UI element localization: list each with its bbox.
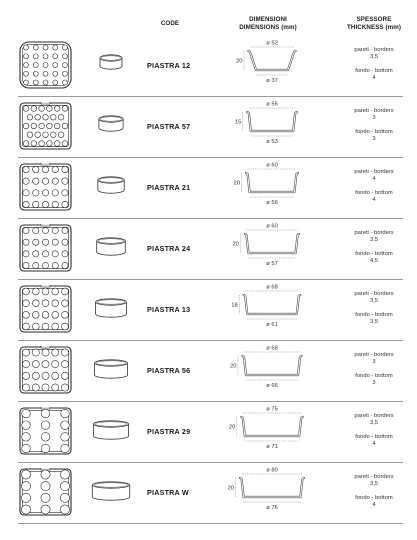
header-thickness-en: THICKNESS (mm) <box>347 23 401 31</box>
borders-label: pareti - borders <box>354 474 394 480</box>
baking-tray-icon <box>19 102 72 150</box>
bottom-value: 3,5 <box>369 318 379 325</box>
product-code: PIASTRA 13 <box>147 305 191 314</box>
product-row <box>0 463 417 524</box>
baking-tray-icon <box>19 224 72 272</box>
bottom-value: 4 <box>372 440 376 447</box>
borders-label: pareti - borders <box>354 108 394 114</box>
bottom-value: 4 <box>372 501 376 508</box>
borders-value: 3,5 <box>369 297 379 304</box>
spacer <box>334 244 414 251</box>
dimension-diagram <box>228 342 308 400</box>
header-dimensions <box>228 16 308 31</box>
bottom-label: fondo - bottom <box>355 189 393 196</box>
bottom-value: 3 <box>372 379 376 386</box>
header-dimensions-it: DIMENSIONI <box>249 16 287 23</box>
spacer <box>334 122 414 129</box>
dimension-diagram <box>228 37 308 95</box>
dimension-diagram <box>228 464 308 522</box>
bottom-label: fondo - bottom <box>355 372 393 379</box>
bottom-label: fondo - bottom <box>355 128 393 135</box>
tart-ring-icon <box>90 51 132 77</box>
dimension-diagram <box>228 159 308 217</box>
spacer <box>334 366 414 373</box>
borders-value: 3,5 <box>369 419 379 426</box>
borders-value: 3,5 <box>369 236 379 243</box>
borders-value: 3,5 <box>369 480 379 487</box>
product-code: PIASTRA 12 <box>147 61 191 70</box>
borders-value: 3,5 <box>369 53 379 60</box>
product-code: PIASTRA 24 <box>147 244 191 253</box>
bottom-diameter: ø 66 <box>266 383 278 389</box>
dimension-diagram <box>228 98 308 156</box>
top-diameter: ø 68 <box>266 345 278 352</box>
product-code: PIASTRA 56 <box>147 366 191 375</box>
bottom-value: 4,5 <box>369 257 379 264</box>
bottom-label: fondo - bottom <box>355 250 393 257</box>
header-code: CODE <box>160 20 180 27</box>
thickness-cell <box>334 47 414 82</box>
baking-tray-icon <box>19 407 72 455</box>
top-diameter: ø 75 <box>266 406 278 413</box>
spacer <box>334 427 414 434</box>
borders-label: pareti - borders <box>354 291 394 297</box>
top-diameter: ø 68 <box>266 284 278 291</box>
height-value: 20 <box>233 180 241 187</box>
bottom-value: 4 <box>372 196 376 203</box>
thickness-cell <box>334 108 414 143</box>
tart-ring-icon <box>90 478 132 504</box>
product-row <box>0 219 417 280</box>
borders-value: 3 <box>372 114 376 121</box>
tart-ring-icon <box>90 234 132 260</box>
height-value: 20 <box>230 363 237 370</box>
spacer <box>334 305 414 312</box>
bottom-diameter: ø 37 <box>266 78 278 84</box>
thickness-cell <box>334 291 414 326</box>
spacer <box>334 183 414 190</box>
borders-label: pareti - borders <box>354 169 394 175</box>
borders-value: 3 <box>372 358 376 365</box>
baking-tray-icon <box>19 163 72 211</box>
dimension-diagram <box>228 220 308 278</box>
borders-label: pareti - borders <box>354 230 394 236</box>
borders-value: 4 <box>372 175 376 182</box>
product-code: PIASTRA W <box>147 488 189 497</box>
tart-ring-icon <box>90 112 132 138</box>
product-row <box>0 158 417 219</box>
product-row <box>0 341 417 402</box>
baking-tray-icon <box>19 285 72 333</box>
tart-ring-icon <box>90 173 132 199</box>
thickness-cell <box>334 352 414 387</box>
product-code: PIASTRA 21 <box>147 183 191 192</box>
bottom-label: fondo - bottom <box>355 494 393 501</box>
thickness-cell <box>334 230 414 265</box>
header-thickness <box>334 16 414 31</box>
tart-ring-icon <box>90 356 132 382</box>
thickness-cell <box>334 474 414 509</box>
height-value: 20 <box>228 485 235 492</box>
spacer <box>334 61 414 68</box>
header-dimensions-en: DIMENSIONS (mm) <box>239 23 297 31</box>
bottom-label: fondo - bottom <box>355 311 393 318</box>
spacer <box>334 488 414 495</box>
height-value: 15 <box>234 119 242 126</box>
product-row <box>0 36 417 97</box>
bottom-value: 3 <box>372 135 376 142</box>
product-code: PIASTRA 57 <box>147 122 191 131</box>
height-value: 20 <box>228 424 236 431</box>
top-diameter: ø 60 <box>266 223 278 230</box>
bottom-diameter: ø 57 <box>266 261 278 267</box>
bottom-label: fondo - bottom <box>355 67 393 74</box>
product-row <box>0 280 417 341</box>
borders-label: pareti - borders <box>354 47 394 53</box>
thickness-cell <box>334 169 414 204</box>
bottom-label: fondo - bottom <box>355 433 393 440</box>
top-diameter: ø 52 <box>266 40 278 47</box>
height-value: 20 <box>236 58 243 65</box>
baking-tray-icon <box>19 468 72 516</box>
borders-label: pareti - borders <box>354 413 394 419</box>
thickness-cell <box>334 413 414 448</box>
top-diameter: ø 55 <box>266 101 278 108</box>
bottom-diameter: ø 53 <box>266 139 278 145</box>
product-row <box>0 402 417 463</box>
baking-tray-icon <box>19 41 72 89</box>
tart-ring-icon <box>90 417 132 443</box>
borders-label: pareti - borders <box>354 352 394 358</box>
bottom-diameter: ø 61 <box>266 322 278 328</box>
bottom-diameter: ø 76 <box>266 505 278 511</box>
bottom-diameter: ø 71 <box>266 444 278 450</box>
tart-ring-icon <box>90 295 132 321</box>
top-diameter: ø 80 <box>266 467 278 474</box>
bottom-value: 4 <box>372 74 376 81</box>
header-thickness-it: SPESSORE <box>356 16 392 23</box>
baking-tray-icon <box>19 346 72 394</box>
row-divider <box>18 523 403 524</box>
dimension-diagram <box>228 281 308 339</box>
product-code: PIASTRA 29 <box>147 427 191 436</box>
height-value: 18 <box>231 302 238 309</box>
top-diameter: ø 60 <box>266 162 278 169</box>
product-row <box>0 97 417 158</box>
dimension-diagram <box>228 403 308 461</box>
bottom-diameter: ø 56 <box>266 200 278 206</box>
height-value: 20 <box>232 241 239 248</box>
